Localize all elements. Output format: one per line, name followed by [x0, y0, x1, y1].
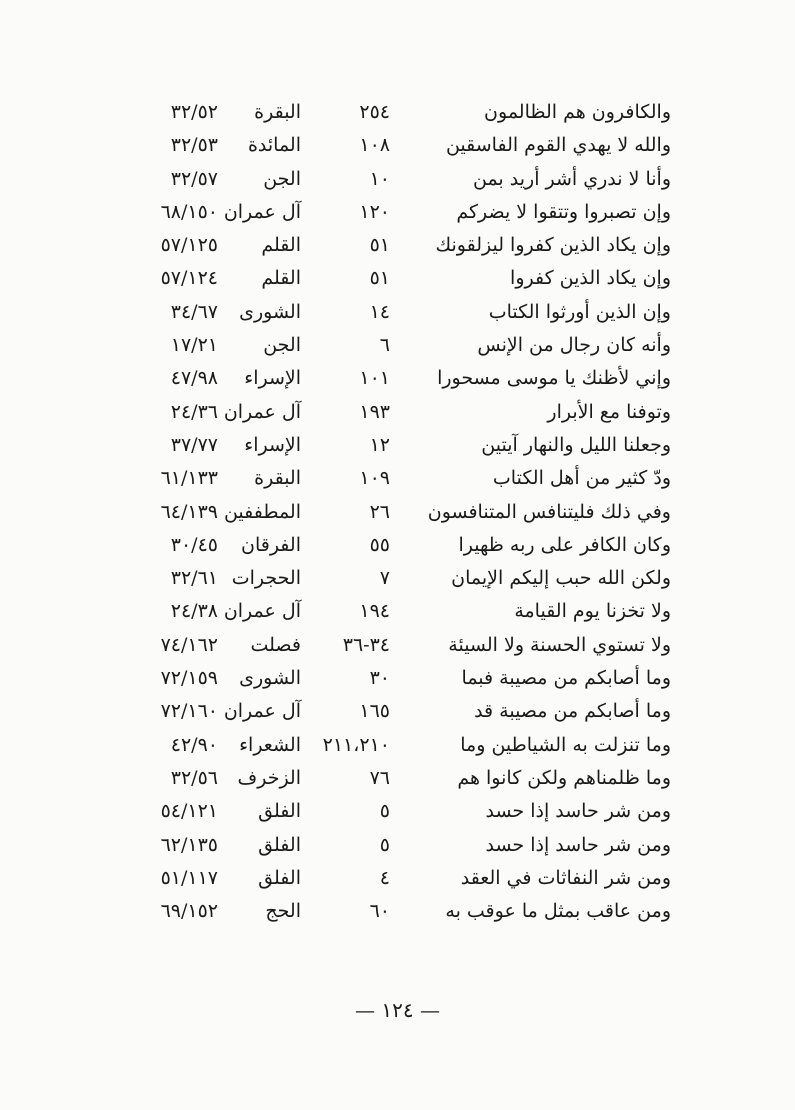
page-reference: ٦٩/١٥٢: [160, 900, 218, 923]
page-reference: ٣٢/٥٣: [170, 134, 218, 157]
page-reference: ٣٧/٧٧: [170, 433, 218, 456]
surah-name: آل عمران: [223, 600, 301, 623]
verse-text: وما أصابكم من مصيبة قد: [474, 700, 671, 723]
page-reference: ٧٢/١٦٠: [160, 700, 218, 723]
surah-name: المطففين: [223, 500, 301, 523]
surah-name: البقرة: [254, 467, 301, 490]
ayah-number: ٧٦: [369, 766, 390, 789]
surah-name: الفلق: [258, 866, 301, 889]
surah-name: الشورى: [239, 667, 301, 690]
verse-text: وأنا لا ندري أشر أريد بمن: [472, 167, 671, 190]
page-reference: ٤٢/٩٠: [170, 733, 218, 756]
verse-text: وما تنزلت به الشياطين وما: [460, 733, 671, 756]
ayah-number: ٦: [379, 334, 390, 357]
page-reference: ٣٤/٦٧: [170, 300, 218, 323]
page-reference: ٧٤/١٦٢: [160, 633, 218, 656]
surah-name: الشعراء: [239, 733, 301, 756]
ayah-number: ١٤: [369, 300, 390, 323]
surah-name: آل عمران: [223, 400, 301, 423]
verse-text: وتوفنا مع الأبرار: [547, 400, 671, 423]
page-reference: ٤٧/٩٨: [170, 367, 218, 390]
surah-name: الإسراء: [244, 367, 301, 390]
table-row: [0, 662, 795, 695]
verse-text: وفي ذلك فليتنافس المتنافسون: [427, 500, 671, 523]
page-number: — ١٢٤ —: [355, 998, 440, 1022]
table-row: [0, 296, 795, 329]
verse-text: وإن الذين أورثوا الكتاب: [488, 300, 671, 323]
page-reference: ٣٢/٦١: [170, 567, 218, 590]
table-row: [0, 396, 795, 429]
verse-text: ومن عاقب بمثل ما عوقب به: [445, 900, 671, 923]
ayah-number: ٢٥٤: [359, 101, 390, 123]
verse-text: وإن يكاد الذين كفروا ليزلقونك: [435, 234, 671, 257]
page-reference: ٥١/١١٧: [160, 866, 218, 889]
page-reference: ٢٤/٣٨: [170, 600, 218, 623]
page-reference: ٦٤/١٣٩: [160, 500, 218, 523]
ayah-number: ٤: [379, 866, 390, 889]
verse-text: ومن شر النفاثات في العقد: [460, 866, 671, 889]
ayah-number: ١٠: [369, 167, 390, 190]
surah-name: فصلت: [250, 633, 301, 656]
table-row: [0, 895, 795, 928]
page-reference: ٣٢/٥٢: [170, 101, 218, 123]
ayah-number: ١٢٠: [359, 200, 390, 223]
surah-name: الفرقان: [241, 533, 301, 556]
verse-text: ولكن الله حبب إليكم الإيمان: [451, 567, 671, 590]
surah-name: الفلق: [258, 800, 301, 823]
page-reference: ٣٢/٥٧: [170, 167, 218, 190]
ayah-number: ١٢: [369, 433, 390, 456]
table-row: [0, 262, 795, 295]
surah-name: الحج: [265, 900, 301, 923]
verse-text: وإني لأظنك يا موسى مسحورا: [437, 367, 671, 390]
surah-name: الحجرات: [231, 567, 301, 590]
verse-text: ولا تخزنا يوم القيامة: [514, 600, 671, 623]
table-row: [0, 695, 795, 728]
ayah-number: ٦٠: [369, 900, 390, 923]
ayah-number: ٥٥: [369, 533, 390, 556]
verse-text: ومن شر حاسد إذا حسد: [485, 800, 671, 823]
verse-index-table: [0, 96, 795, 928]
table-row: [0, 795, 795, 828]
page-reference: ٥٤/١٢١: [160, 800, 218, 823]
table-row: [0, 329, 795, 362]
ayah-number: ٥١: [369, 267, 390, 290]
verse-text: وجعلنا الليل والنهار آيتين: [481, 433, 671, 456]
page-reference: ١٧/٢١: [170, 334, 218, 357]
ayah-number: ٣٤-٣٦: [342, 633, 390, 656]
table-row: [0, 163, 795, 196]
verse-text: ودّ كثير من أهل الكتاب: [492, 467, 671, 490]
surah-name: القلم: [261, 267, 301, 290]
verse-text: والله لا يهدي القوم الفاسقين: [445, 134, 671, 157]
ayah-number: ٢٦: [369, 500, 390, 523]
page-reference: ٦٨/١٥٠: [160, 200, 218, 223]
ayah-number: ٥: [379, 833, 390, 856]
ayah-number: ٧: [379, 567, 390, 590]
surah-name: الإسراء: [244, 433, 301, 456]
surah-name: آل عمران: [223, 700, 301, 723]
table-row: [0, 829, 795, 862]
page-reference: ٢٤/٣٦: [170, 400, 218, 423]
table-row: [0, 595, 795, 628]
table-row: [0, 229, 795, 262]
table-row: [0, 462, 795, 495]
verse-text: وكان الكافر على ربه ظهيرا: [458, 533, 671, 556]
verse-text: ومن شر حاسد إذا حسد: [485, 833, 671, 856]
surah-name: البقرة: [254, 101, 301, 123]
surah-name: الجن: [263, 167, 301, 190]
table-row: [0, 362, 795, 395]
surah-name: المائدة: [247, 134, 301, 157]
verse-text: وإن يكاد الذين كفروا: [510, 267, 671, 290]
table-row: [0, 496, 795, 529]
page-reference: ٥٧/١٢٥: [160, 234, 218, 257]
table-row: [0, 196, 795, 229]
ayah-number: ١٩٤: [359, 600, 390, 623]
table-row: [0, 862, 795, 895]
verse-text: وما أصابكم من مصيبة فبما: [461, 667, 671, 690]
verse-text: وإن تصبروا وتتقوا لا يضركم: [456, 200, 671, 223]
surah-name: القلم: [261, 234, 301, 257]
ayah-number: ١٠١: [359, 367, 390, 390]
verse-text: وأنه كان رجال من الإنس: [477, 334, 671, 357]
ayah-number: ١٠٨: [359, 134, 390, 157]
ayah-number: ٢١١،٢١٠: [322, 733, 390, 756]
table-row: [0, 762, 795, 795]
table-row: [0, 562, 795, 595]
surah-name: الفلق: [258, 833, 301, 856]
ayah-number: ١٩٣: [359, 400, 390, 423]
verse-text: والكافرون هم الظالمون: [484, 101, 671, 123]
page-reference: ٥٧/١٢٤: [160, 267, 218, 290]
page-reference: ٣٢/٥٦: [170, 766, 218, 789]
table-row: [0, 629, 795, 662]
surah-name: الجن: [263, 334, 301, 357]
verse-text: وما ظلمناهم ولكن كانوا هم: [457, 766, 671, 789]
ayah-number: ١٠٩: [359, 467, 390, 490]
surah-name: آل عمران: [223, 200, 301, 223]
ayah-number: ٥: [379, 800, 390, 823]
surah-name: الزخرف: [237, 766, 301, 789]
page-reference: ٧٢/١٥٩: [160, 667, 218, 690]
page-reference: ٦٢/١٣٥: [160, 833, 218, 856]
table-row: [0, 429, 795, 462]
page-reference: ٣٠/٤٥: [170, 533, 218, 556]
verse-text: ولا تستوي الحسنة ولا السيئة: [448, 633, 671, 656]
table-row: [0, 729, 795, 762]
ayah-number: ١٦٥: [359, 700, 390, 723]
table-row: [0, 96, 795, 129]
table-row: [0, 129, 795, 162]
table-row: [0, 529, 795, 562]
ayah-number: ٣٠: [369, 667, 390, 690]
page-reference: ٦١/١٣٣: [160, 467, 218, 490]
surah-name: الشورى: [239, 300, 301, 323]
ayah-number: ٥١: [369, 234, 390, 257]
